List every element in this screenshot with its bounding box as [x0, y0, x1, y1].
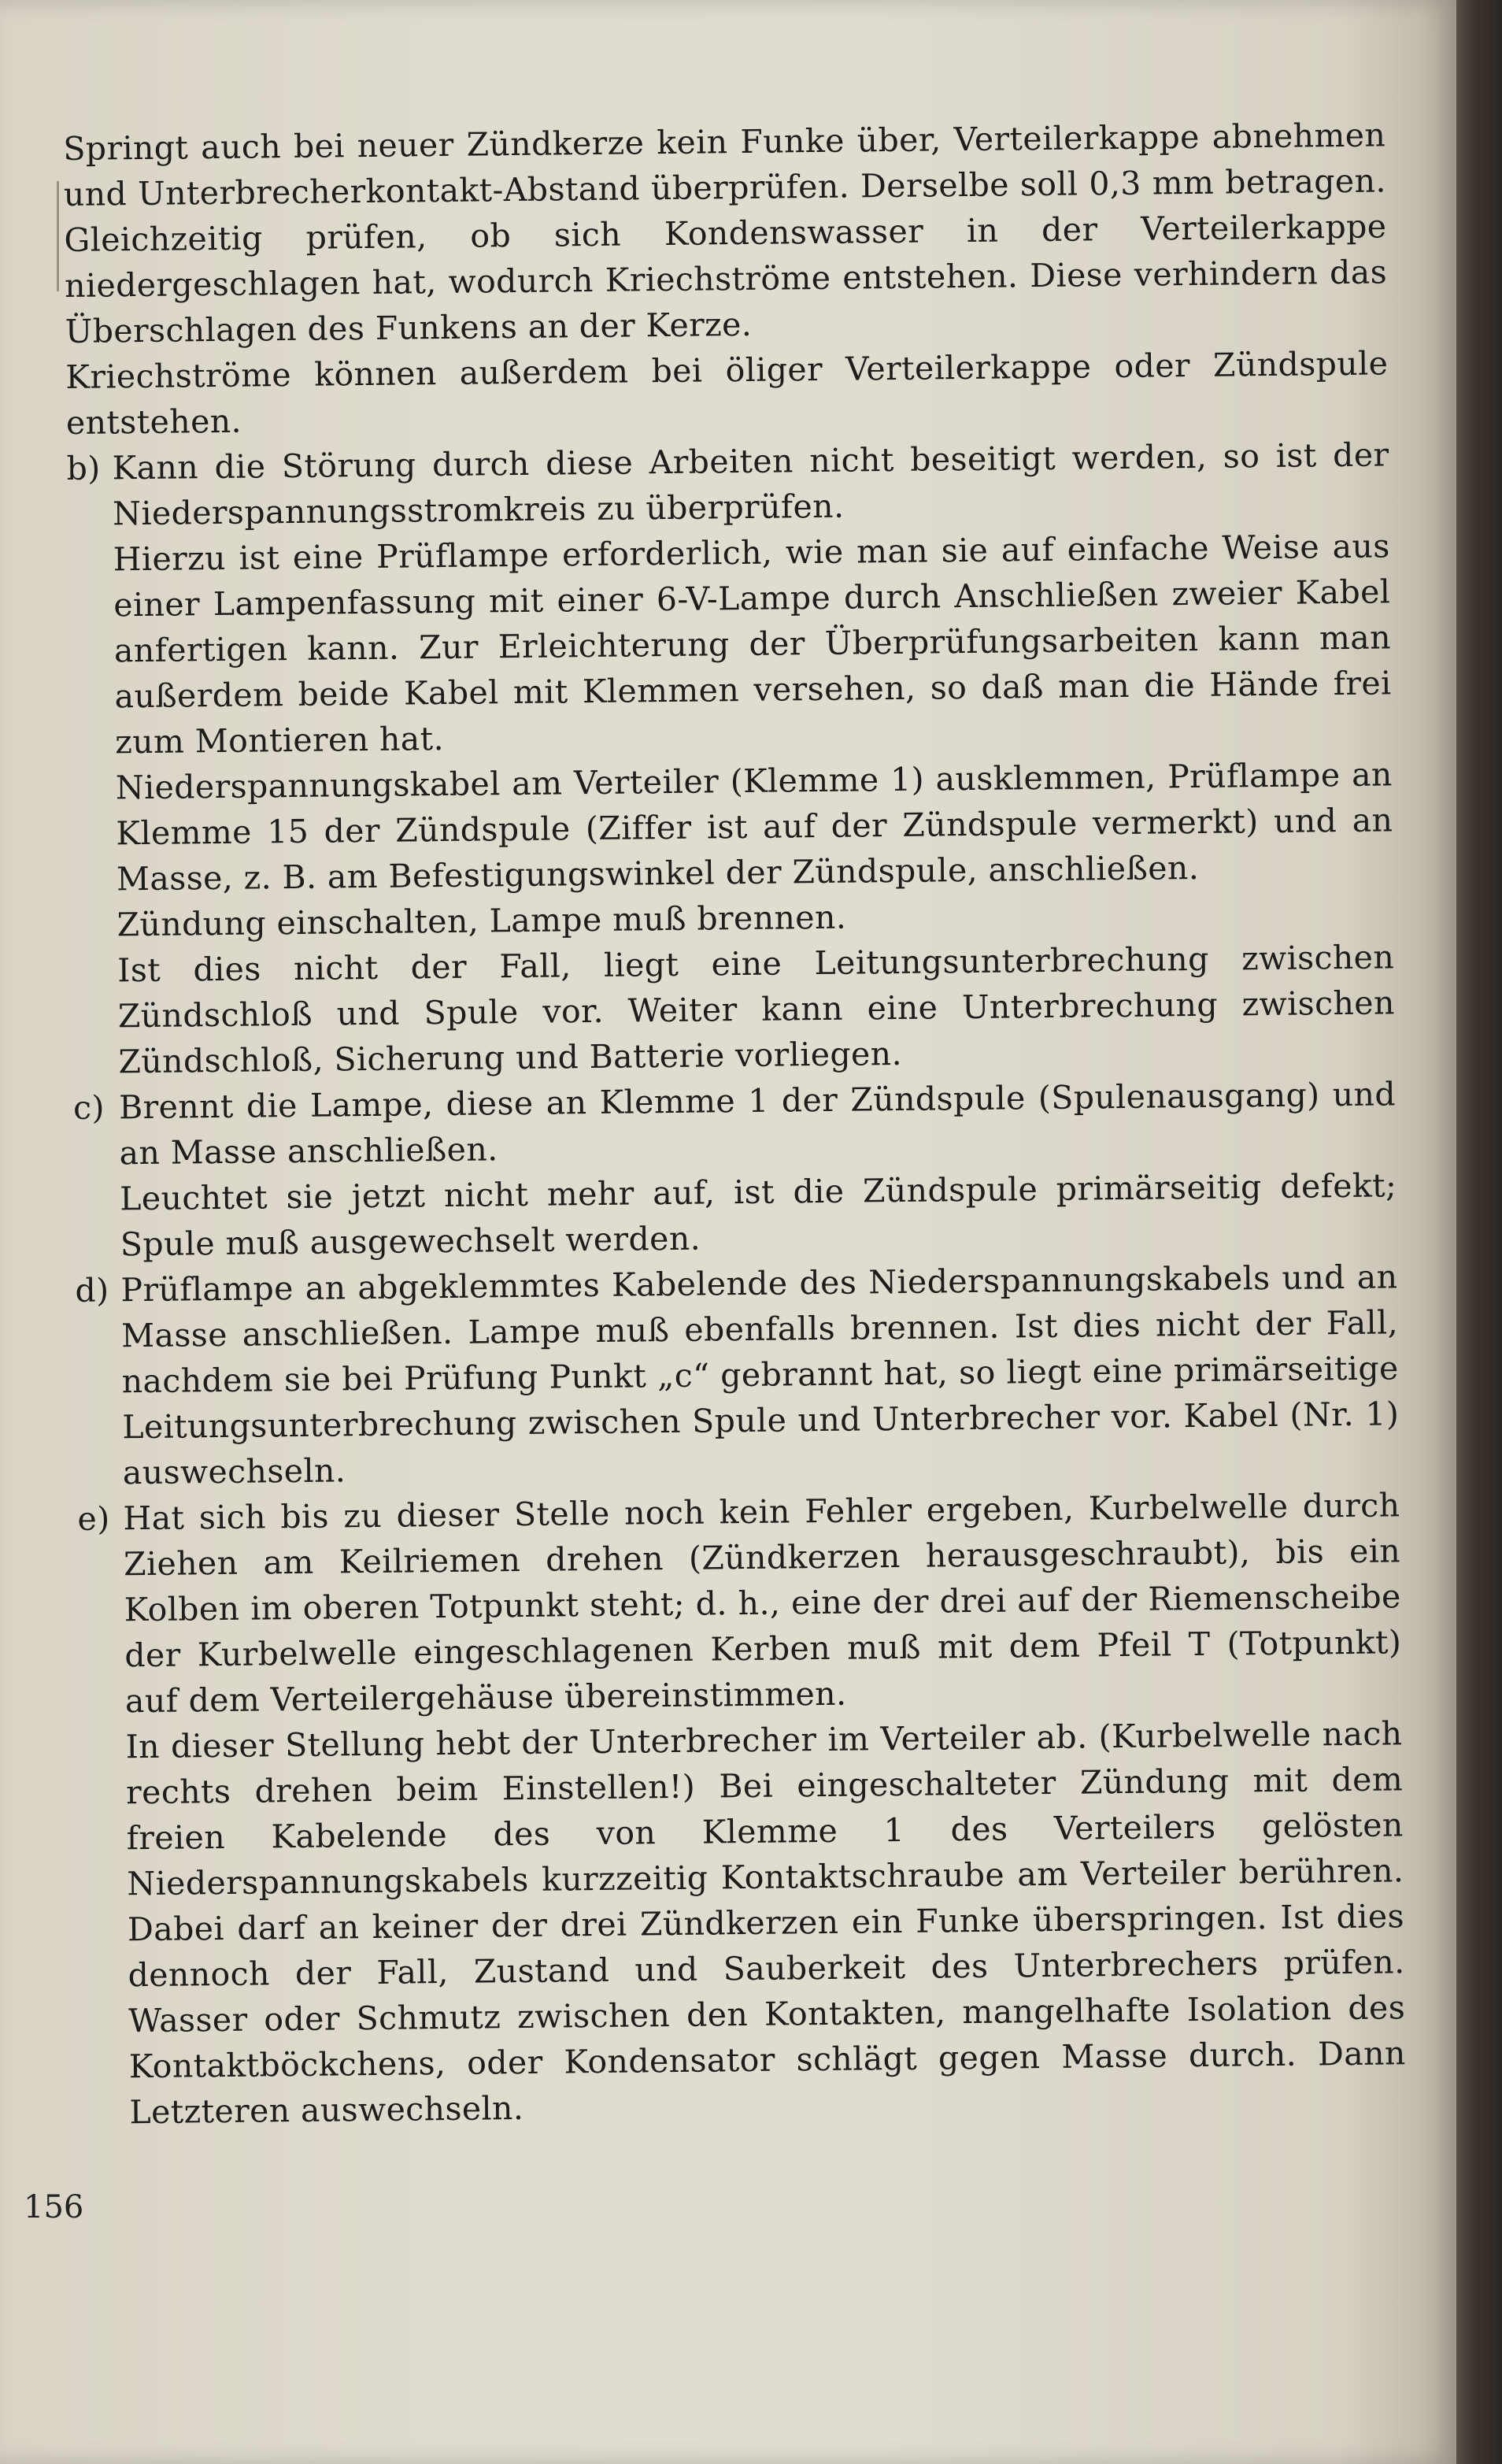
item-body-e — [123, 1482, 1406, 2135]
item-marker-c: c) — [72, 1088, 105, 1127]
item-c-paragraph-2: Leuchtet sie jetzt nicht mehr auf, ist die Zündspule primärseitig defekt; Spule muß ausgewechselt werden. — [120, 1166, 1397, 1264]
margin-pencil-mark — [57, 181, 59, 291]
list-item-e — [77, 1482, 1406, 2136]
item-marker-b: b) — [66, 449, 101, 487]
item-c-paragraph-1: Brennt die Lampe, diese an Klemme 1 der Zündspule (Spulenausgang) und an Masse anschließen. — [118, 1075, 1397, 1173]
list-item-d — [75, 1254, 1400, 1496]
item-e-paragraph-2: In dieser Stellung hebt der Unterbrecher im Verteiler ab. (Kurbelwelle nach rechts drehen beim Einstellen!) Bei eingeschalteter Zündung mit dem freien Kabelende des von Klemme 1 des Verteilers gelösten Niederspannungskabels kurzzeitig Kontaktschraube am Verteiler berühren. Dabei darf an keiner der drei Zündkerzen ein Funke überspringen. Ist dies dennoch der Fall, Zustand und Sauberkeit des Unterbrechers prüfen. Wasser oder Schmutz zwischen den Kontakten, mangelhafte Isolation des Kontaktböckchens, oder Kondensator schlägt gegen Masse durch. Dann Letzteren auswechseln. — [125, 1714, 1406, 2132]
item-b-paragraph-4: Zündung einschalten, Lampe muß brennen. — [117, 898, 847, 944]
item-body-c — [119, 1071, 1397, 1267]
item-b-paragraph-2: Hierzu ist eine Prüflampe erforderlich, wie man sie auf einfache Weise aus einer Lampenfassung mit einer 6-V-Lampe durch Anschließen zweier Kabel anfertigen kann. Zur Erleichterung der Überprüfungsarbeiten kann man außerdem beide Kabel mit Klemmen versehen, so daß man die Hände frei zum Montieren hat. — [113, 527, 1392, 761]
book-edge-shadow — [1456, 0, 1502, 2464]
list-item-c — [73, 1071, 1397, 1268]
item-b-paragraph-1: Kann die Störung durch diese Arbeiten nicht beseitigt werden, so ist der Niederspannungsstromkreis zu überprüfen. — [112, 435, 1389, 533]
item-marker-e: e) — [77, 1499, 110, 1538]
list-item-b — [66, 432, 1395, 1085]
item-b-paragraph-3: Niederspannungskabel am Verteiler (Klemme 1) ausklemmen, Prüflampe an Klemme 15 der Zündspule (Ziffer ist auf der Zündspule vermerkt) und an Masse, z. B. am Befestigungswinkel der Zündspule, anschließen. — [115, 755, 1393, 899]
item-marker-d: d) — [75, 1271, 109, 1310]
item-body-b — [112, 432, 1395, 1084]
intro-paragraph-2: Kriechströme können außerdem bei öliger Verteilerkappe oder Zündspule entstehen. — [65, 344, 1389, 442]
intro-paragraph: Springt auch bei neuer Zündkerze kein Funke über, Verteilerkappe abnehmen und Unterbrecherkontakt-Abstand überprüfen. Derselbe soll 0,3 mm betragen. Gleichzeitig prüfen, ob sich Kondenswasser in der Verteilerkappe niedergeschlagen hat, wodurch Kriechströme entstehen. Diese verhindern das Überschlagen des Funkens an der Kerze. — [63, 116, 1388, 350]
page-number: 156 — [24, 2189, 84, 2225]
item-body-d — [120, 1254, 1400, 1495]
page-body — [63, 112, 1407, 2135]
item-b-paragraph-5: Ist dies nicht der Fall, liegt eine Leitungsunterbrechung zwischen Zündschloß und Spule vor. Weiter kann eine Unterbrechung zwischen Zündschloß, Sicherung und Batterie vorliegen. — [117, 938, 1396, 1081]
item-d-paragraph-1: Prüflampe an abgeklemmtes Kabelende des Niederspannungskabels und an Masse anschließen. Lampe muß ebenfalls brennen. Ist dies nicht der Fall, nachdem sie bei Prüfung Punkt „c“ gebrannt hat, so liegt eine primärseitige Leitungsunterbrechung zwischen Spule und Unterbrecher vor. Kabel (Nr. 1) auswechseln. — [120, 1258, 1400, 1492]
item-e-paragraph-1: Hat sich bis zu dieser Stelle noch kein Fehler ergeben, Kurbelwelle durch Ziehen am Keilriemen drehen (Zündkerzen herausgeschraubt), bis ein Kolben im oberen Totpunkt steht; d. h., eine der drei auf der Riemenscheibe der Kurbelwelle eingeschlagenen Kerben muß mit dem Pfeil T (Totpunkt) auf dem Verteilergehäuse übereinstimmen. — [123, 1486, 1402, 1721]
